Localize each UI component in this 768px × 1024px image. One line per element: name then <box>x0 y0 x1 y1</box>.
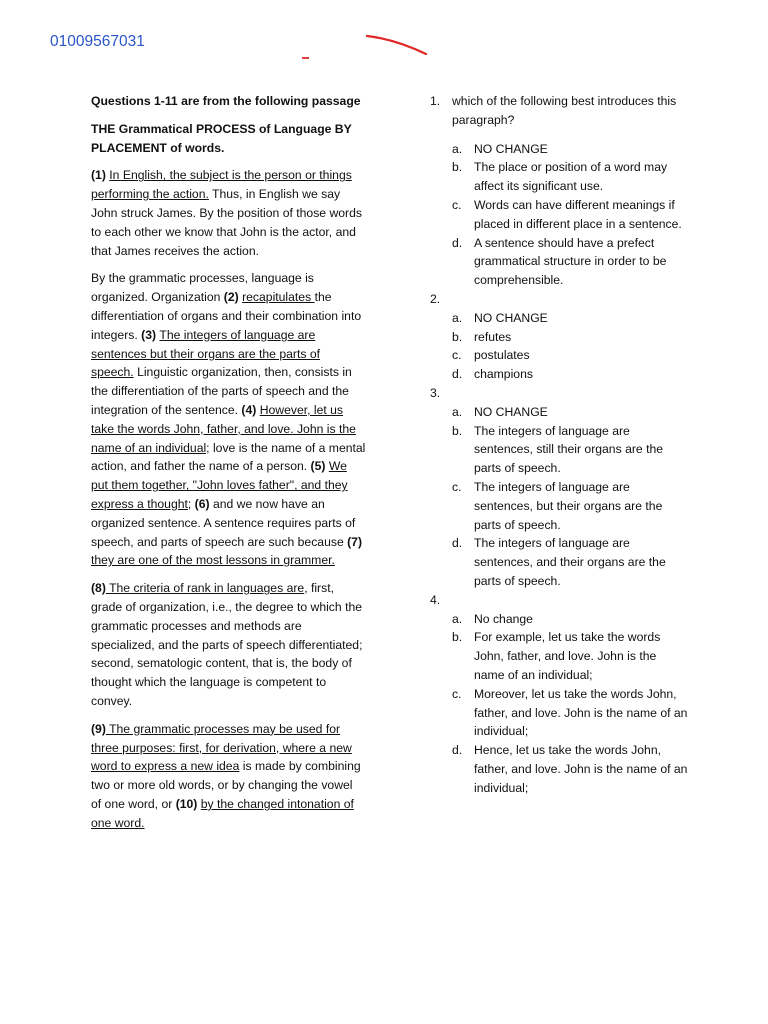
question-number: 1. <box>430 94 441 108</box>
text-run: (9) <box>91 721 106 736</box>
option-text: A sentence should have a prefect grammatical structure in order to be comprehensible. <box>474 235 667 288</box>
passage-heading: Questions 1-11 are from the following passage <box>91 94 361 108</box>
option-text: No change <box>474 611 533 626</box>
answer-option[interactable] <box>430 158 690 196</box>
passage-column <box>91 92 366 841</box>
answer-option[interactable] <box>430 309 690 328</box>
text-run: (6) <box>194 496 210 511</box>
answer-option[interactable] <box>430 234 690 290</box>
question-3 <box>430 384 690 591</box>
option-letter: a. <box>452 141 463 156</box>
option-letter: c. <box>452 479 462 494</box>
option-letter: a. <box>452 611 463 626</box>
answer-option[interactable] <box>430 628 690 684</box>
answer-option[interactable] <box>430 403 690 422</box>
option-letter: d. <box>452 743 463 758</box>
question-number: 2. <box>430 291 441 306</box>
questions-column <box>430 92 690 797</box>
answer-options <box>430 610 690 798</box>
red-pen-mark <box>0 0 768 80</box>
option-letter: a. <box>452 404 463 419</box>
option-text: postulates <box>474 348 530 363</box>
answer-option[interactable] <box>430 196 690 234</box>
text-run: ; <box>187 496 195 511</box>
option-text: refutes <box>474 329 512 344</box>
passage-paragraph-1 <box>91 166 366 260</box>
passage-title: THE Grammatical PROCESS of Language BY PLACEMENT of words. <box>91 121 352 155</box>
text-run: The integers of language are sentences but their organs are the parts of speech. <box>91 327 320 380</box>
option-letter: b. <box>452 423 463 438</box>
text-run: recapitulates <box>242 290 315 305</box>
option-text: NO CHANGE <box>474 404 548 419</box>
passage-paragraph-3 <box>91 579 366 711</box>
option-letter: c. <box>452 197 462 212</box>
answer-option[interactable] <box>430 422 690 478</box>
answer-options <box>430 403 690 591</box>
option-letter: b. <box>452 630 463 645</box>
option-text: Hence, let us take the words John, father, and love. John is the name of an individual; <box>474 743 688 795</box>
answer-options <box>430 140 690 290</box>
question-stem <box>430 92 690 130</box>
answer-option[interactable] <box>430 365 690 384</box>
text-run: (3) <box>141 327 160 342</box>
text-run: (2) <box>223 290 243 305</box>
text-run: (1) <box>91 168 110 183</box>
text-run: Thus, in English we say John struck James. By the position of those words to each other we know that John is the actor, and that James receives the action. <box>91 187 362 258</box>
question-number: 4. <box>430 592 441 607</box>
question-stem <box>430 290 690 309</box>
answer-option[interactable] <box>430 346 690 365</box>
question-4 <box>430 591 690 798</box>
red-pen-stroke <box>367 36 426 54</box>
text-run: (10) <box>175 796 201 811</box>
text-run: , first, grade of organization, i.e., the degree to which the grammatic processes and methods are specialized, and the parts of speech differentiated; second, sematologic content, that is, the body of thought which the language is competent to convey. <box>91 581 363 708</box>
option-letter: b. <box>452 329 463 344</box>
option-letter: d. <box>452 536 463 551</box>
text-run: By the grammatic processes, language is organized. Organization <box>91 271 314 305</box>
question-2 <box>430 290 690 384</box>
answer-option[interactable] <box>430 741 690 797</box>
option-text: Moreover, let us take the words John, father, and love. John is the name of an individual; <box>474 686 688 739</box>
text-run: (5) <box>310 459 329 474</box>
text-run: love is the name of a mental action, and father the name of a person. <box>91 440 366 474</box>
text-run: is made by combining two or more old words, or by changing the vowel of one word, or <box>91 759 361 811</box>
option-text: The place or position of a word may affect its significant use. <box>474 160 668 194</box>
text-run: We put them together, "John loves father", and they express a thought <box>91 459 348 511</box>
option-text: The integers of language are sentences, but their organs are the parts of speech. <box>474 479 663 532</box>
text-run: Linguistic organization, then, consists in the differentiation of the parts of speech and the integration of the sentence. <box>91 365 352 417</box>
option-letter: b. <box>452 160 463 175</box>
option-text: NO CHANGE <box>474 141 548 156</box>
option-letter: d. <box>452 235 463 250</box>
answer-option[interactable] <box>430 685 690 741</box>
phone-number: 01009567031 <box>50 33 145 50</box>
option-letter: c. <box>452 348 462 363</box>
option-text: Words can have different meanings if placed in different place in a sentence. <box>474 197 682 231</box>
text-run: The grammatic processes may be used for three purposes: first, for derivation, where a new word to express a new idea <box>91 721 352 774</box>
text-run: However, let us take the words John, father, and love. John is the name of an individual; <box>91 402 356 455</box>
text-run: (8) <box>91 581 106 596</box>
text-run: (4) <box>241 402 260 417</box>
passage-paragraph-4 <box>91 720 366 833</box>
answer-option[interactable] <box>430 534 690 590</box>
question-text: which of the following best introduces this paragraph? <box>452 94 677 127</box>
passage-paragraph-2 <box>91 269 366 570</box>
text-run: (7) <box>347 534 363 549</box>
question-number: 3. <box>430 385 441 400</box>
answer-option[interactable] <box>430 328 690 347</box>
text-run: they are one of the most lessons in grammer. <box>91 553 335 568</box>
option-letter: a. <box>452 310 463 325</box>
option-text: NO CHANGE <box>474 310 548 325</box>
question-stem <box>430 591 690 610</box>
text-run: and we now have an organized sentence. A sentence requires parts of speech, and parts of speech are such because <box>91 496 356 549</box>
text-run: by the changed intonation of one word. <box>91 796 354 830</box>
option-text: champions <box>474 367 533 382</box>
text-run: The criteria of rank in languages are <box>105 581 305 596</box>
option-letter: c. <box>452 686 462 701</box>
text-run: In English, the subject is the person or things performing the action. <box>91 168 352 202</box>
option-text: For example, let us take the words John, father, and love. John is the name of an individual; <box>474 630 661 682</box>
option-text: The integers of language are sentences, and their organs are the parts of speech. <box>474 536 666 588</box>
answer-option[interactable] <box>430 140 690 159</box>
question-stem <box>430 384 690 403</box>
answer-option[interactable] <box>430 610 690 629</box>
option-letter: d. <box>452 367 463 382</box>
option-text: The integers of language are sentences, still their organs are the parts of speech. <box>474 423 664 476</box>
question-1 <box>430 92 690 290</box>
text-run: the differentiation of organs and their combination into integers. <box>91 290 362 342</box>
answer-option[interactable] <box>430 478 690 534</box>
answer-options <box>430 309 690 384</box>
